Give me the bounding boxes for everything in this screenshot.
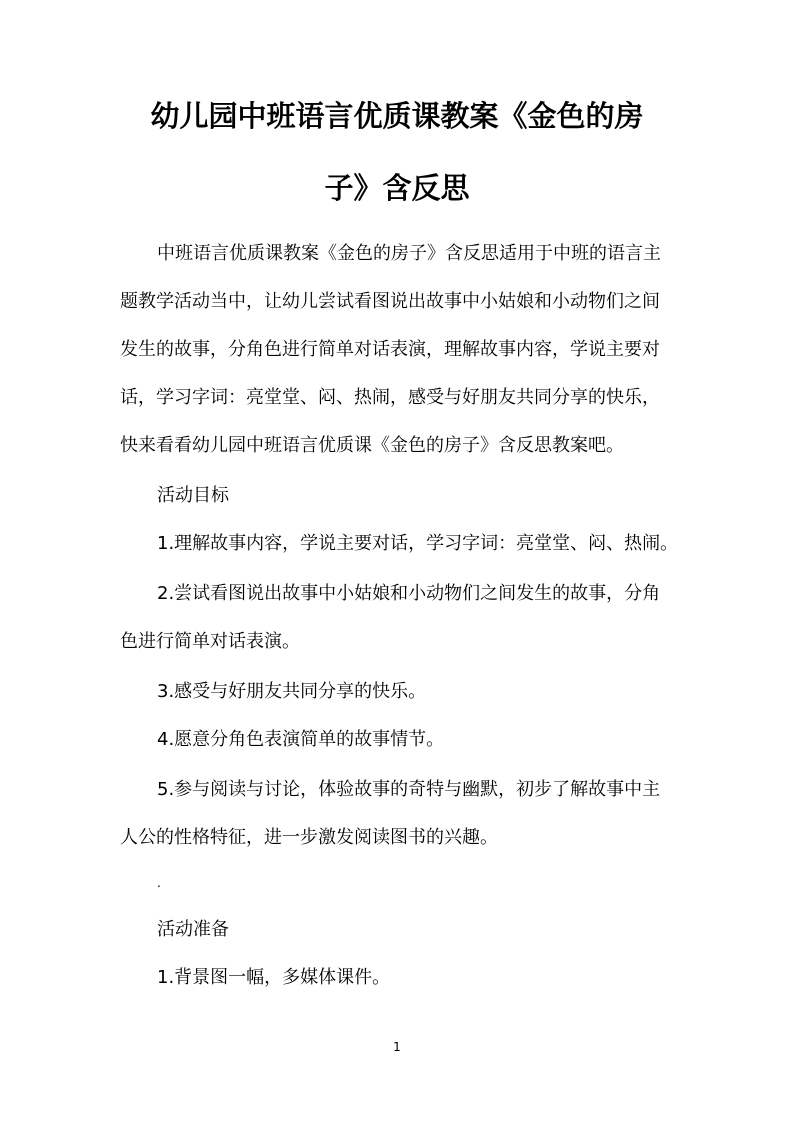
section-heading-goals: 活动目标 bbox=[157, 485, 229, 506]
prep-item: 1.背景图一幅，多媒体课件。 bbox=[157, 967, 391, 988]
section-heading-prep: 活动准备 bbox=[157, 919, 229, 940]
page-number: 1 bbox=[393, 1040, 401, 1054]
goal-item-continuation: 色进行简单对话表演。 bbox=[120, 631, 300, 652]
intro-line: 中班语言优质课教案《金色的房子》含反思适用于中班的语言主 bbox=[157, 243, 661, 264]
intro-line: 发生的故事，分角色进行简单对话表演，理解故事内容，学说主要对 bbox=[120, 339, 660, 360]
goal-item: 5.参与阅读与讨论，体验故事的奇特与幽默，初步了解故事中主 bbox=[157, 779, 661, 800]
intro-line: 题教学活动当中，让幼儿尝试看图说出故事中小姑娘和小动物们之间 bbox=[120, 291, 660, 312]
stray-dot: . bbox=[157, 876, 161, 890]
goal-item: 3.感受与好朋友共同分享的快乐。 bbox=[157, 681, 427, 702]
goal-item: 4.愿意分角色表演简单的故事情节。 bbox=[157, 729, 445, 750]
goal-item-continuation: 人公的性格特征，进一步激发阅读图书的兴趣。 bbox=[120, 827, 498, 848]
intro-line: 话，学习字词：亮堂堂、闷、热闹，感受与好朋友共同分享的快乐， bbox=[120, 387, 660, 408]
goal-item: 1.理解故事内容，学说主要对话，学习字词：亮堂堂、闷、热闹。 bbox=[157, 533, 679, 554]
goal-item: 2.尝试看图说出故事中小姑娘和小动物们之间发生的故事，分角 bbox=[157, 583, 661, 604]
intro-line: 快来看看幼儿园中班语言优质课《金色的房子》含反思教案吧。 bbox=[120, 435, 624, 456]
document-title-line-1: 幼儿园中班语言优质课教案《金色的房 bbox=[150, 99, 644, 133]
document-title-line-2: 子》含反思 bbox=[324, 171, 470, 205]
